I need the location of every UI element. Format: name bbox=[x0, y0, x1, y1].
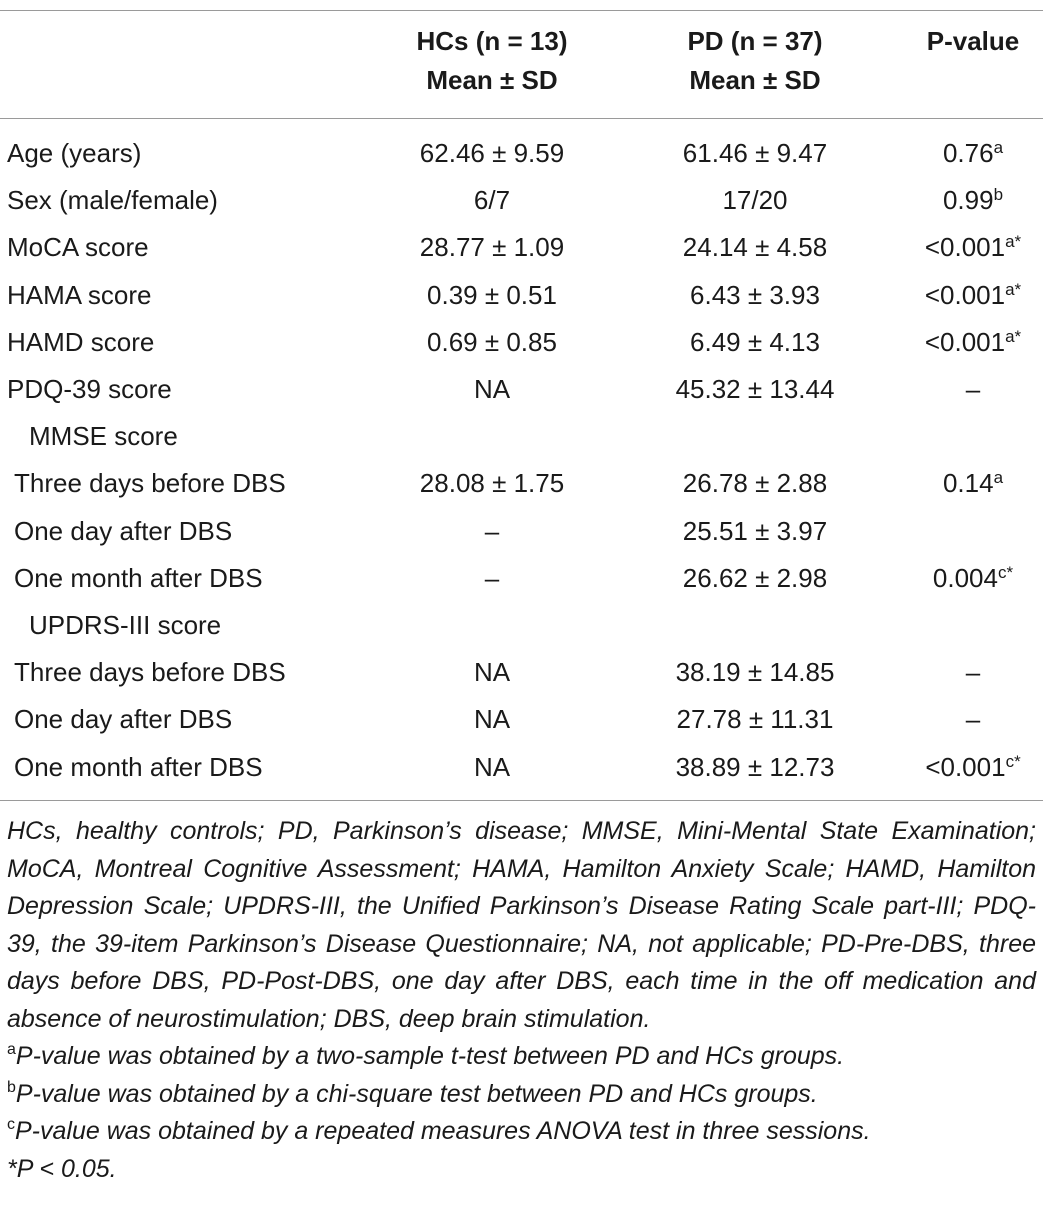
p-value-text: 0.76 bbox=[942, 138, 994, 168]
header-hcs-line1: HCs (n = 13) bbox=[416, 26, 568, 56]
p-value-superscript: a bbox=[993, 468, 1004, 488]
footnote-b: $^b$P-value was obtained by a chi-square test between PD and HCs groups. bbox=[7, 1078, 818, 1108]
row-label: One month after DBS bbox=[14, 562, 263, 593]
p-value-text: 0.14 bbox=[942, 468, 994, 499]
cell-pd: 25.51 ± 3.97 bbox=[682, 515, 828, 546]
cell-hcs: 0.69 ± 0.85 bbox=[427, 326, 557, 357]
p-value-text: <0.001 bbox=[924, 279, 1006, 310]
table-notes bbox=[7, 813, 1036, 1188]
cell-hcs: NA bbox=[473, 657, 511, 688]
p-value-text: <0.001 bbox=[925, 751, 1006, 782]
cell-p-value bbox=[906, 704, 1040, 734]
cell-hcs: 28.77 ± 1.09 bbox=[419, 232, 565, 263]
cell-hcs: NA bbox=[473, 704, 511, 735]
cell-pd: 26.78 ± 2.88 bbox=[682, 468, 828, 499]
cell-hcs: 6/7 bbox=[473, 185, 511, 216]
cell-pd: 45.32 ± 13.44 bbox=[675, 374, 835, 404]
row-label: PDQ-39 score bbox=[7, 374, 172, 404]
p-value-text: <0.001 bbox=[924, 232, 1006, 263]
row-label: HAMD score bbox=[7, 326, 155, 357]
p-value-text: <0.001 bbox=[924, 326, 1006, 357]
cell-pd: 27.78 ± 11.31 bbox=[676, 704, 834, 735]
cell-p-value bbox=[906, 657, 1040, 687]
abbreviations-note: HCs, healthy controls; PD, Parkinson’s disease; MMSE, Mini-Mental State Examination; MoCA, Montreal Cognitive Assessment; HAMA, Hamilton Anxiety Scale; HAMD, Hamilton Depression Scale; UPDRS-III, the Unified Parkinson’s Disease Rating Scale part-III; PDQ-39, the 39-item Parkinson’s Disease Questionnaire; NA, not applicable; PD-Pre-DBS, three days before DBS, PD-Post-DBS, one day after DBS, each time in the off medication and absence of neurostimulation; DBS, deep brain stimulation. bbox=[7, 817, 1036, 1033]
p-value-text: 0.99 bbox=[942, 185, 994, 216]
bottom-rule bbox=[0, 800, 1043, 801]
p-value-superscript: c* bbox=[1005, 751, 1021, 771]
cell-hcs: 0.39 ± 0.51 bbox=[427, 279, 557, 310]
row-label: One month after DBS bbox=[14, 751, 263, 782]
header-hcs bbox=[392, 22, 592, 100]
row-label: One day after DBS bbox=[14, 515, 233, 546]
row-label: HAMA score bbox=[7, 279, 152, 310]
p-value-text: – bbox=[965, 657, 981, 688]
p-value-text: – bbox=[965, 704, 981, 735]
p-value-superscript: a* bbox=[1005, 232, 1022, 252]
top-rule bbox=[0, 10, 1043, 11]
cell-pd: 6.49 ± 4.13 bbox=[690, 326, 820, 357]
cell-pd: 26.62 ± 2.98 bbox=[682, 562, 828, 593]
cell-pd: 17/20 bbox=[722, 185, 788, 216]
cell-hcs: – bbox=[484, 515, 500, 546]
header-pd-line1: PD (n = 37) bbox=[687, 26, 823, 56]
cell-pd: 24.14 ± 4.58 bbox=[682, 232, 828, 263]
cell-p-value bbox=[906, 327, 1040, 357]
header-hcs-line2: Mean ± SD bbox=[426, 65, 558, 95]
cell-pd: 61.46 ± 9.47 bbox=[682, 138, 828, 168]
cell-p-value bbox=[906, 374, 1040, 404]
cell-p-value bbox=[906, 563, 1040, 593]
footnote-a: $^a$P-value was obtained by a two-sample t-test between PD and HCs groups. bbox=[7, 1041, 845, 1070]
cell-p-value bbox=[906, 280, 1040, 310]
row-label: Age (years) bbox=[7, 138, 142, 168]
footnote-c: $^c$P-value was obtained by a repeated measures ANOVA test in three sessions. bbox=[7, 1116, 871, 1145]
cell-hcs: NA bbox=[473, 751, 511, 782]
p-value-superscript: a bbox=[993, 138, 1004, 157]
cell-pd: 38.19 ± 14.85 bbox=[675, 657, 835, 688]
group-label: MMSE score bbox=[29, 421, 178, 452]
cell-pd: 6.43 ± 3.93 bbox=[690, 279, 820, 310]
row-label: Three days before DBS bbox=[14, 468, 286, 499]
cell-p-value bbox=[906, 232, 1040, 262]
cell-p-value bbox=[906, 752, 1040, 782]
p-value-superscript: a* bbox=[1005, 326, 1022, 346]
header-pd-line2: Mean ± SD bbox=[689, 65, 821, 95]
cell-p-value bbox=[906, 185, 1040, 215]
cell-hcs: – bbox=[484, 562, 500, 593]
p-value-text: – bbox=[965, 374, 981, 404]
row-label: One day after DBS bbox=[14, 704, 233, 735]
cell-p-value bbox=[906, 468, 1040, 498]
group-label: UPDRS-III score bbox=[29, 610, 222, 640]
cell-p-value bbox=[906, 138, 1040, 168]
cell-hcs: 28.08 ± 1.75 bbox=[419, 468, 565, 499]
row-label: Sex (male/female) bbox=[7, 185, 218, 216]
p-value-superscript: c* bbox=[997, 562, 1014, 582]
header-pd bbox=[655, 22, 855, 100]
p-value-superscript: a* bbox=[1005, 279, 1022, 299]
cell-pd: 38.89 ± 12.73 bbox=[675, 751, 835, 782]
header-rule bbox=[0, 118, 1043, 119]
cell-hcs: NA bbox=[473, 374, 511, 404]
p-value-superscript: b bbox=[993, 185, 1004, 205]
row-label: MoCA score bbox=[7, 232, 149, 263]
cell-hcs: 62.46 ± 9.59 bbox=[419, 138, 565, 168]
p-value-text: 0.004 bbox=[932, 562, 998, 593]
header-p-value: P-value bbox=[926, 26, 1020, 56]
footnote-significance: *P < 0.05. bbox=[7, 1154, 117, 1183]
row-label: Three days before DBS bbox=[14, 657, 286, 688]
